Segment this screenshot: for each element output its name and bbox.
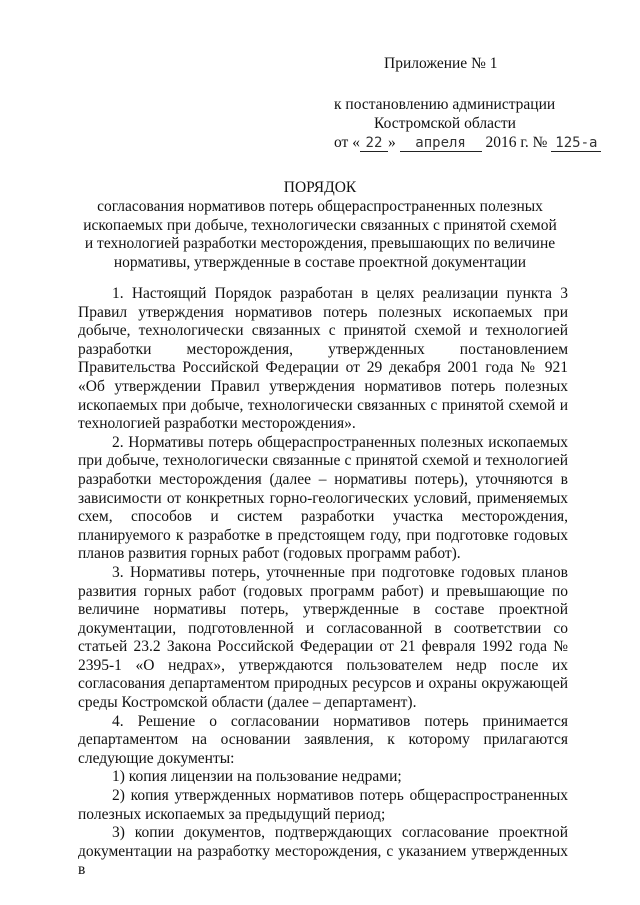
decree-number-field: 125-а [551,135,601,152]
paragraph-1: 1. Настоящий Порядок разработан в целях реализации пункта 3 Правил утверждения нормативов потерь полезных ископаемых при добыче, технологически связанных с принятой схемой и технологией разработки месторождения, утвержденных постановлением Правительства Российской Федерации от 29 декабря 2001 года № 921 «Об утверждении Правил утверждения нормативов потерь полезных ископаемых при добыче, технологически связанных с принятой схемой и технологией разработки месторождения». [78,285,568,433]
paragraph-4: 4. Решение о согласовании нормативов потерь принимается департаментом на основании заявления, к которому прилагаются следующие документы: [78,712,568,767]
decree-date-line [334,133,634,152]
paragraph-2: 2. Нормативы потерь общераспространенных полезных ископаемых при добыче, технологически связанные с принятой схемой и технологией разработки месторождения (далее – нормативы потерь), уточняются в зависимости от конкретных горно-геологических условий, применяемых схем, способов и систем разработки участка месторождения, планируемого к разработке в предстоящем году, при подготовке годовых планов развития горных работ (годовых программ работ). [78,433,568,563]
document-title: ПОРЯДОК [283,179,357,196]
document-subtitle: согласования нормативов потерь общераспространенных полезных ископаемых при добыче, технологически связанных с принятой схемой и технологией разработки месторождения, превышающих по величине нормативы, утвержденные в составе проектной документации [83,198,557,271]
list-item-1: 1) копия лицензии на пользование недрами; [112,768,402,786]
decree-line-2: Костромской области [374,115,516,132]
year-text: 2016 г. № [485,134,548,151]
paragraph-3: 3. Нормативы потерь, уточненные при подготовке годовых планов развития горных работ (годовых программ работ) и превышающие по величине нормативы потерь, утвержденные в составе проектной документации, подготовленной и согласованной в соответствии со статьей 23.2 Закона Российской Федерации от 21 февраля 1992 года № 2395-1 «О недрах», утверждаются пользователем недр после их согласования департаментом природных ресурсов и охраны окружающей среды Костромской области (далее – департамент). [78,563,568,712]
date-day-suffix: » [387,134,396,151]
day-field: 22 [360,135,388,152]
list-item-3: 3) копии документов, подтверждающих согласование проектной документации на разработку месторождения, с указанием утвержденных в [78,824,568,879]
document-body [78,285,568,880]
decree-line-1: к постановлению администрации [334,96,556,113]
appendix-label: Приложение № 1 [384,55,498,72]
date-prefix: от « [334,134,360,151]
list-item-2: 2) копия утвержденных нормативов потерь общераспространенных полезных ископаемых за предыдущий период; [78,787,568,823]
month-field: апреля [400,135,482,152]
